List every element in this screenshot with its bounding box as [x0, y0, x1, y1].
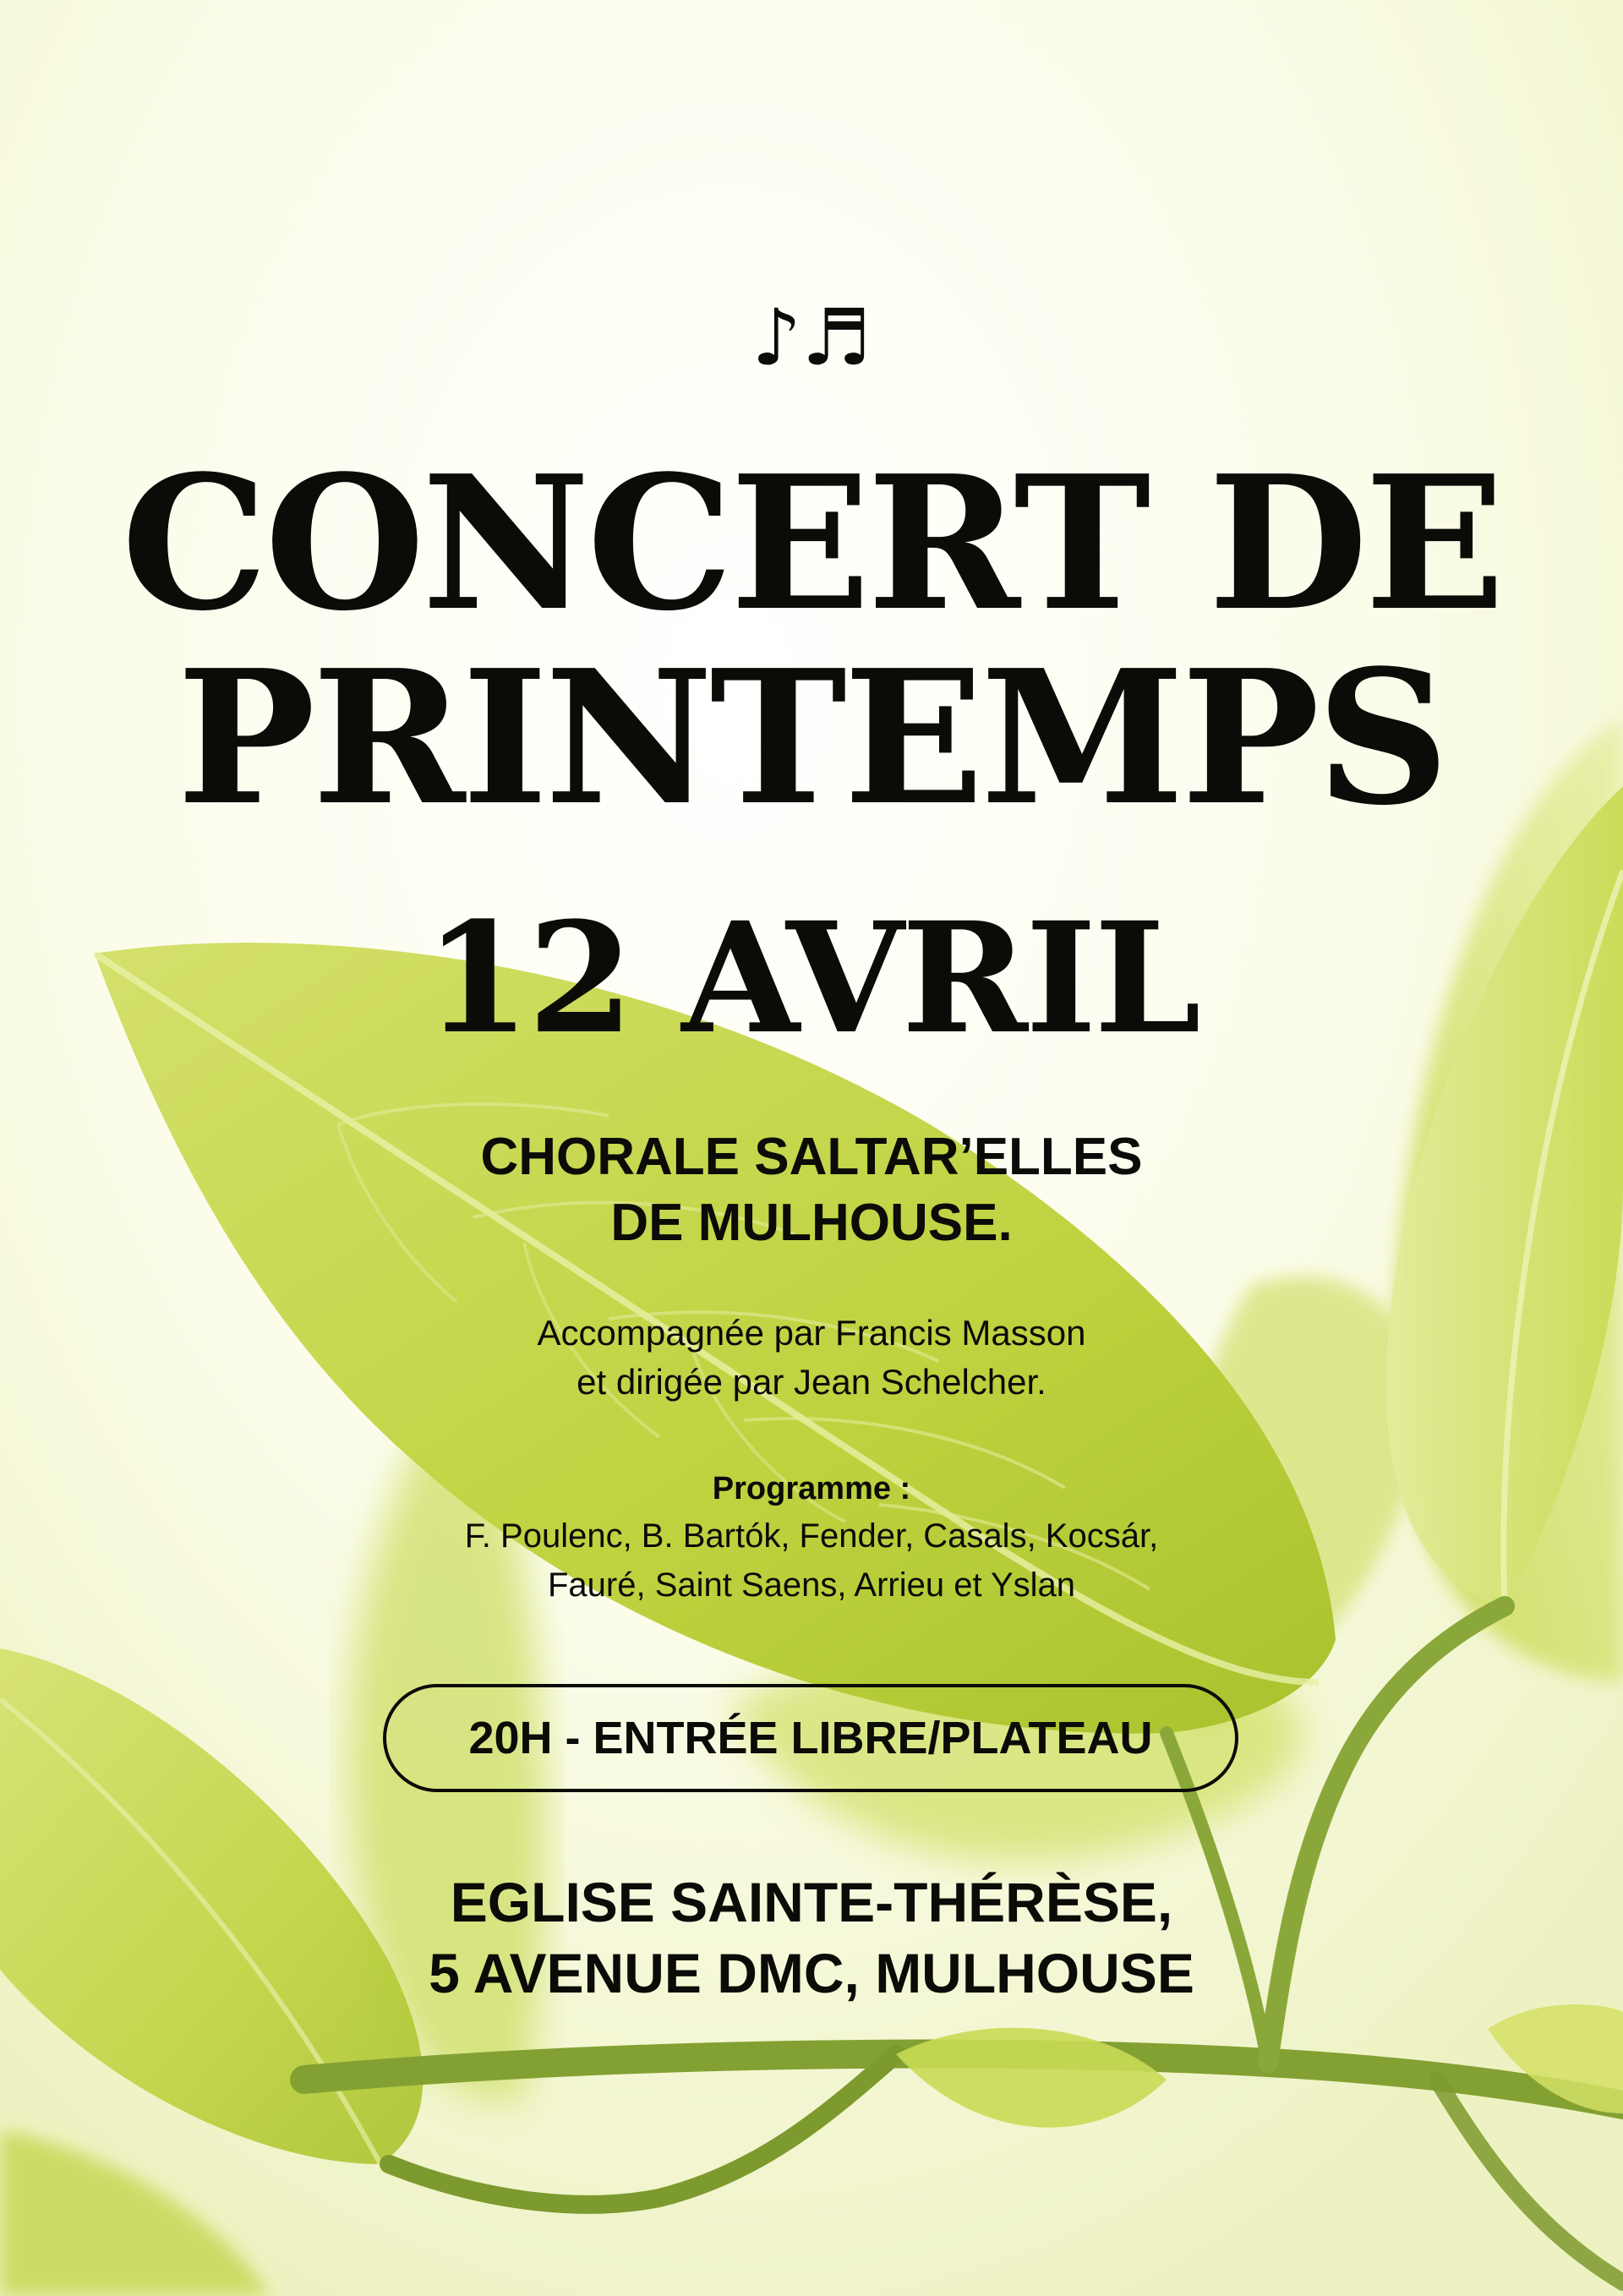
programme-list [0, 1512, 1623, 1610]
accompaniment-line-2: et dirigée par Jean Schelcher. [577, 1362, 1046, 1402]
event-date: 12 AVRIL [424, 889, 1199, 1068]
time-entry-badge: 20H - ENTRÉE LIBRE/PLATEAU [383, 1684, 1238, 1792]
choir-name [0, 1124, 1623, 1256]
venue-address [0, 1867, 1623, 2009]
music-notes-glyph: ♪♬ [751, 292, 872, 383]
programme-line-1: F. Poulenc, B. Bartók, Fender, Casals, Kocsár, [464, 1517, 1159, 1555]
choir-name-line-2: DE MULHOUSE. [610, 1194, 1013, 1252]
choir-name-line-1: CHORALE SALTAR’ELLES [480, 1128, 1143, 1186]
event-title-line-1: CONCERT DE [121, 435, 1502, 652]
event-title-line-2: PRINTEMPS [177, 630, 1446, 846]
programme-label: Programme : [712, 1471, 911, 1506]
accompaniment-line-1: Accompagnée par Francis Masson [537, 1313, 1086, 1353]
event-title [0, 435, 1623, 846]
venue-line-1: EGLISE SAINTE-THÉRÈSE, [450, 1871, 1173, 1933]
music-notes-icon [0, 292, 1623, 385]
venue-line-2: 5 AVENUE DMC, MULHOUSE [429, 1942, 1194, 2004]
programme-line-2: Fauré, Saint Saens, Arrieu et Yslan [547, 1566, 1076, 1604]
accompaniment-text [0, 1309, 1623, 1407]
